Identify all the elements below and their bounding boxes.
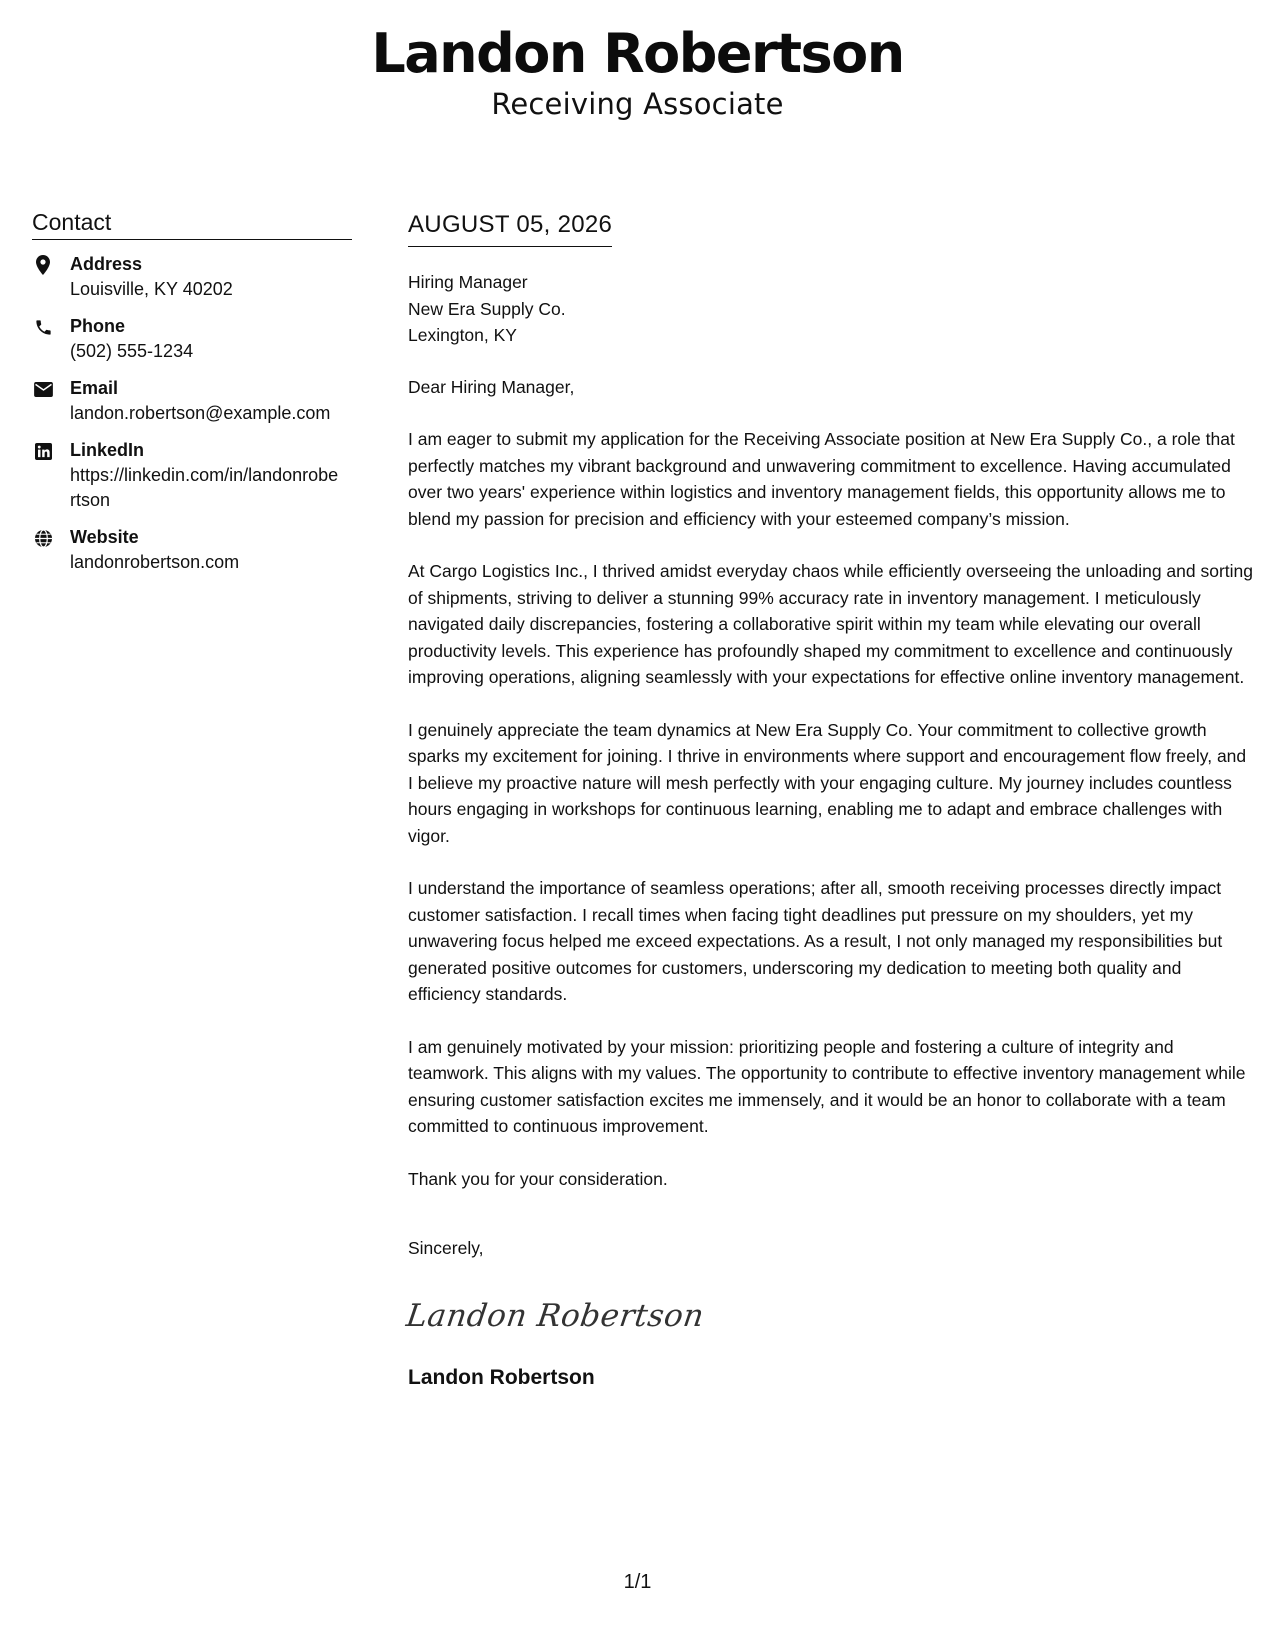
greeting: Dear Hiring Manager, <box>408 376 575 397</box>
svg-text:Landon Robertson: Landon Robertson <box>404 1297 707 1334</box>
recipient-line: Hiring Manager <box>408 272 528 292</box>
contact-email <box>32 376 352 426</box>
closing-line: Thank you for your consideration. <box>408 1168 668 1189</box>
contact-sidebar <box>32 208 352 587</box>
body-paragraph: I understand the importance of seamless operations; after all, smooth receiving processes directly impact customer satisfaction. I recall times when facing tight deadlines put pressure on my shoulders, yet my unwavering focus helped me exceed expectations. As a result, I not only managed my responsibilities but generated positive outcomes for customers, underscoring my dedication to meeting both quality and efficiency standards. <box>408 878 1223 1004</box>
email-icon <box>32 378 54 400</box>
contact-website <box>32 525 352 575</box>
phone-icon <box>32 316 54 338</box>
contact-heading: Contact <box>32 208 352 240</box>
contact-linkedin <box>32 438 352 513</box>
contact-phone <box>32 314 352 364</box>
contact-label: LinkedIn <box>70 440 145 460</box>
letter-date: AUGUST 05, 2026 <box>408 210 612 247</box>
contact-value: Louisville, KY 40202 <box>70 279 233 299</box>
contact-value: landonrobertson.com <box>70 552 240 572</box>
contact-label: Phone <box>70 316 126 336</box>
contact-address <box>32 252 352 302</box>
contact-label: Address <box>70 254 143 274</box>
sign-off: Sincerely, <box>408 1238 484 1258</box>
body-paragraph: I am genuinely motivated by your mission: prioritizing people and fostering a culture of integrity and teamwork. This aligns with my values. The opportunity to contribute to effective inventory management while ensuring customer satisfaction excites me immensely, and it would be an honor to collaborate with a team committed to continuous improvement. <box>408 1036 1246 1136</box>
contact-value: https://linkedin.com/in/landonrobertson <box>70 465 339 510</box>
job-title: Receiving Associate <box>491 87 784 121</box>
contact-value: landon.robertson@example.com <box>70 403 331 423</box>
applicant-name: Landon Robertson <box>371 22 904 85</box>
contact-label: Website <box>70 527 139 547</box>
contact-label: Email <box>70 378 119 398</box>
contact-value: (502) 555-1234 <box>70 341 194 361</box>
globe-icon <box>32 527 54 549</box>
page-number: 1/1 <box>623 1571 652 1593</box>
letter-header <box>0 22 1275 122</box>
linkedin-icon <box>32 440 54 462</box>
letter-body <box>404 210 1253 1392</box>
location-pin-icon <box>32 254 54 276</box>
recipient-block <box>408 269 1253 349</box>
recipient-line: Lexington, KY <box>408 325 517 345</box>
handwritten-signature <box>404 1292 1253 1338</box>
body-paragraph: At Cargo Logistics Inc., I thrived amidst everyday chaos while efficiently overseeing the unloading and sorting of shipments, striving to deliver a stunning 99% accuracy rate in inventory management. I meticulously navigated daily discrepancies, fostering a collaborative spirit within my team while elevating our overall productivity levels. This experience has profoundly shaped my commitment to excellence and continuously improving operations, aligning seamlessly with your expectations for effective online inventory management. <box>408 561 1253 687</box>
body-paragraph: I genuinely appreciate the team dynamics at New Era Supply Co. Your commitment to collective growth sparks my excitement for joining. I thrive in environments where support and encouragement flow freely, and I believe my proactive nature will mesh perfectly with your engaging culture. My journey includes countless hours engaging in workshops for continuous learning, enabling me to adapt and embrace challenges with vigor. <box>408 719 1247 846</box>
recipient-line: New Era Supply Co. <box>408 298 566 319</box>
body-paragraph: I am eager to submit my application for the Receiving Associate position at New Era Supply Co., a role that perfectly matches my vibrant background and unwavering commitment to excellence. Having accumulated over two years' experience within logistics and inventory management fields, this opportunity allows me to blend my passion for precision and efficiency with your esteemed company’s mission. <box>408 429 1235 529</box>
signer-name: Landon Robertson <box>408 1365 595 1389</box>
